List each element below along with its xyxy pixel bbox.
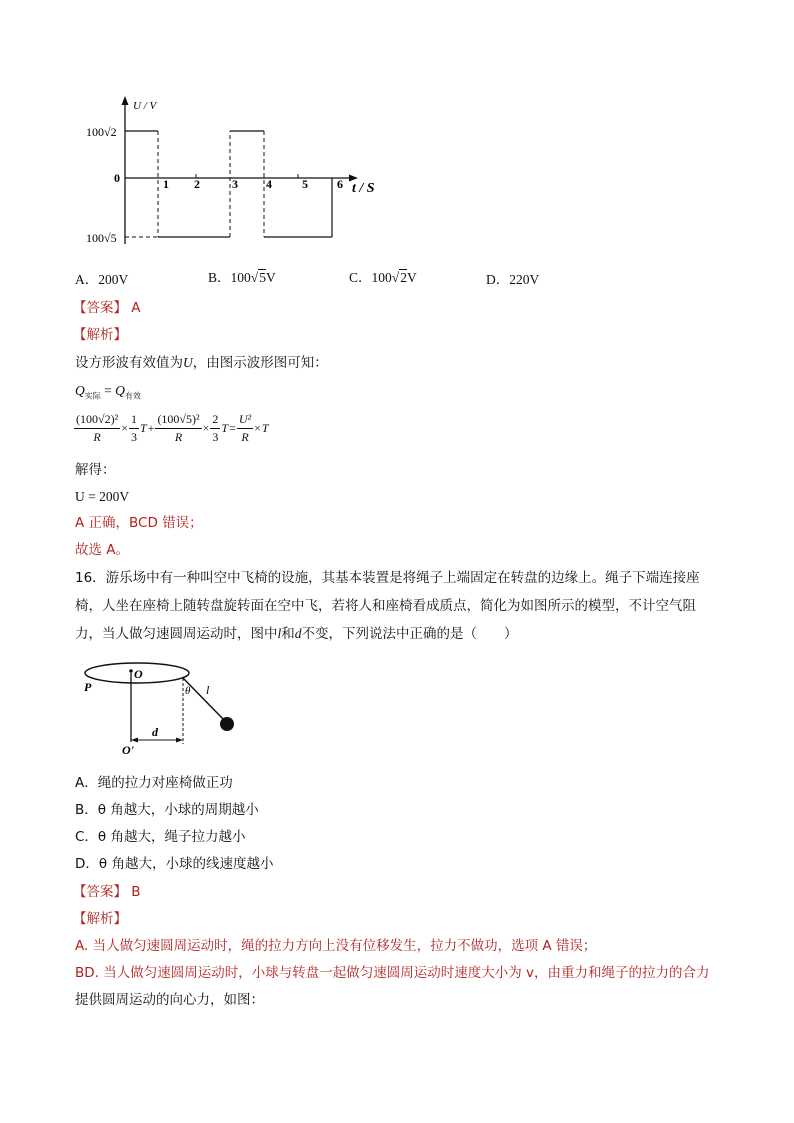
heat-rhs-sub: 有效	[124, 391, 141, 401]
heat-lhs: Q	[75, 383, 85, 398]
q15-answer-label: 【答案】	[73, 300, 127, 316]
d-arrow-left	[131, 738, 138, 743]
eq-times-1: ×	[121, 421, 128, 435]
q15-intro	[75, 356, 328, 371]
eq-term1-frac	[74, 412, 120, 445]
q15-intro-var: U	[183, 355, 193, 370]
q16-analysis-a: A. 当人做匀速圆周运动时，绳的拉力方向上没有位移发生，拉力不做功，选项 A 错误；	[75, 938, 597, 954]
q15-main-equation	[74, 412, 269, 445]
eq-rhs-den: R	[241, 430, 249, 444]
eq-term1-num: (100√2)²	[74, 412, 120, 429]
q16-analysis-bd-line2: 提供圆周运动的向心力，如图：	[75, 992, 264, 1008]
q15-intro-tail: ，由图示波形图可知：	[192, 355, 328, 371]
eq-times-2: ×	[202, 421, 210, 435]
square-wave-graph	[86, 94, 390, 254]
q15-option-c	[349, 271, 417, 285]
sqrt-icon: √	[250, 270, 259, 285]
eq-rhs-num: U²	[237, 412, 253, 429]
q16-line3-a: 力，当人做匀速圆周运动时，图中	[75, 626, 278, 642]
q15-option-b-unit: V	[265, 270, 276, 285]
q15-conclusion: A 正确，BCD 错误；	[75, 515, 203, 531]
label-o-top: O	[134, 667, 143, 681]
eq-t-3: T	[261, 421, 269, 435]
label-theta: θ	[185, 685, 191, 697]
x-tick-label-2: 2	[194, 177, 200, 191]
q16-answer-value: B	[131, 884, 141, 900]
q16-question-line2: 椅，人坐在座椅上随转盘旋转面在空中飞，若将人和座椅看成质点，简化为如图所示的模型，不计空气阻	[75, 598, 696, 614]
label-d: d	[152, 725, 158, 739]
eq-t-2: T	[221, 421, 229, 435]
x-tick-label-6: 6	[337, 177, 343, 191]
q15-answer	[73, 302, 141, 316]
eq-frac1-den: 3	[130, 430, 137, 444]
q15-option-b-prefix: B．100	[208, 270, 251, 285]
q16-line3-c: 不变，下列说法中正确的是（ ）	[301, 626, 518, 642]
q15-heat-equation	[75, 384, 141, 401]
heat-rhs: Q	[115, 383, 125, 398]
q15-analysis-label: 【解析】	[73, 327, 127, 343]
q16-question-line1: 16．游乐场中有一种叫空中飞椅的设施，其基本装置是将绳子上端固定在转盘的边缘上。绳子下端连接座	[75, 570, 700, 586]
q15-option-c-radicand: 2	[400, 270, 407, 285]
y-low-label: 100√5	[86, 231, 117, 245]
q15-option-d: D．220V	[486, 272, 540, 287]
q16-answer-label: 【答案】	[73, 884, 127, 900]
q16-option-b: B．θ 角越大，小球的周期越小	[75, 802, 259, 818]
q16-option-c: C．θ 角越大，绳子拉力越小	[75, 829, 246, 845]
q16-line3-l: l	[277, 626, 282, 641]
q15-option-c-unit: V	[406, 270, 417, 285]
y-axis-arrow	[122, 96, 129, 105]
q16-answer	[73, 886, 141, 900]
x-axis-label: t / S	[352, 181, 375, 196]
eq-term2-frac	[155, 412, 201, 445]
eq-term1-den: R	[93, 430, 101, 444]
heat-eq: =	[104, 383, 112, 398]
eq-term2-den: R	[174, 430, 183, 444]
label-o-bottom: O'	[122, 743, 134, 757]
q15-intro-text: 设方形波有效值为	[75, 355, 183, 371]
q15-option-b	[208, 271, 276, 285]
eq-frac2-num: 2	[210, 412, 220, 429]
origin-label: 0	[114, 171, 120, 185]
eq-rhs-frac	[237, 412, 253, 445]
flying-chair-diagram	[78, 654, 258, 774]
x-tick-label-1: 1	[163, 177, 169, 191]
q16-question-line3	[75, 627, 518, 642]
seat-ball	[220, 717, 234, 731]
q16-option-d: D．θ 角越大，小球的线速度越小	[75, 856, 274, 872]
sqrt-icon: √	[391, 270, 400, 285]
heat-lhs-sub: 实际	[84, 391, 101, 401]
y-axis-label: U / V	[133, 100, 157, 112]
q15-option-b-radicand: 5	[259, 270, 266, 285]
q15-result: U = 200V	[75, 489, 130, 504]
q15-answer-value: A	[131, 300, 141, 316]
q16-line3-d: d	[294, 626, 302, 641]
x-tick-label-5: 5	[302, 177, 308, 191]
q15-choose: 故选 A。	[75, 542, 130, 558]
q16-analysis-label: 【解析】	[73, 911, 127, 927]
label-l: l	[206, 683, 210, 697]
label-p: P	[84, 680, 92, 694]
q16-analysis-bd-line1: BD. 当人做匀速圆周运动时，小球与转盘一起做匀速圆周运动时速度大小为 v，由重力和绳子的拉力的合力	[75, 965, 710, 981]
x-tick-label-3: 3	[232, 177, 238, 191]
q15-option-a: A．200V	[75, 272, 129, 287]
q15-option-c-prefix: C．100	[349, 270, 392, 285]
eq-frac2-den: 3	[212, 430, 219, 444]
q16-option-a: A．绳的拉力对座椅做正功	[75, 775, 233, 791]
q16-line3-b: 和	[281, 626, 295, 642]
waveform	[125, 131, 332, 237]
eq-t-1: T	[139, 421, 147, 435]
eq-plus: +	[147, 421, 155, 435]
eq-times-3: ×	[254, 421, 261, 435]
center-dot	[129, 669, 133, 673]
eq-term2-num: (100√5)²	[155, 412, 201, 429]
x-tick-label-4: 4	[266, 177, 272, 191]
q15-solve-label: 解得：	[75, 462, 116, 478]
eq-frac1-num: 1	[129, 412, 139, 429]
eq-frac1	[129, 412, 139, 445]
eq-frac2	[210, 412, 220, 445]
eq-equals: =	[229, 421, 236, 435]
d-arrow-right	[176, 738, 183, 743]
y-high-label: 100√2	[86, 125, 117, 139]
